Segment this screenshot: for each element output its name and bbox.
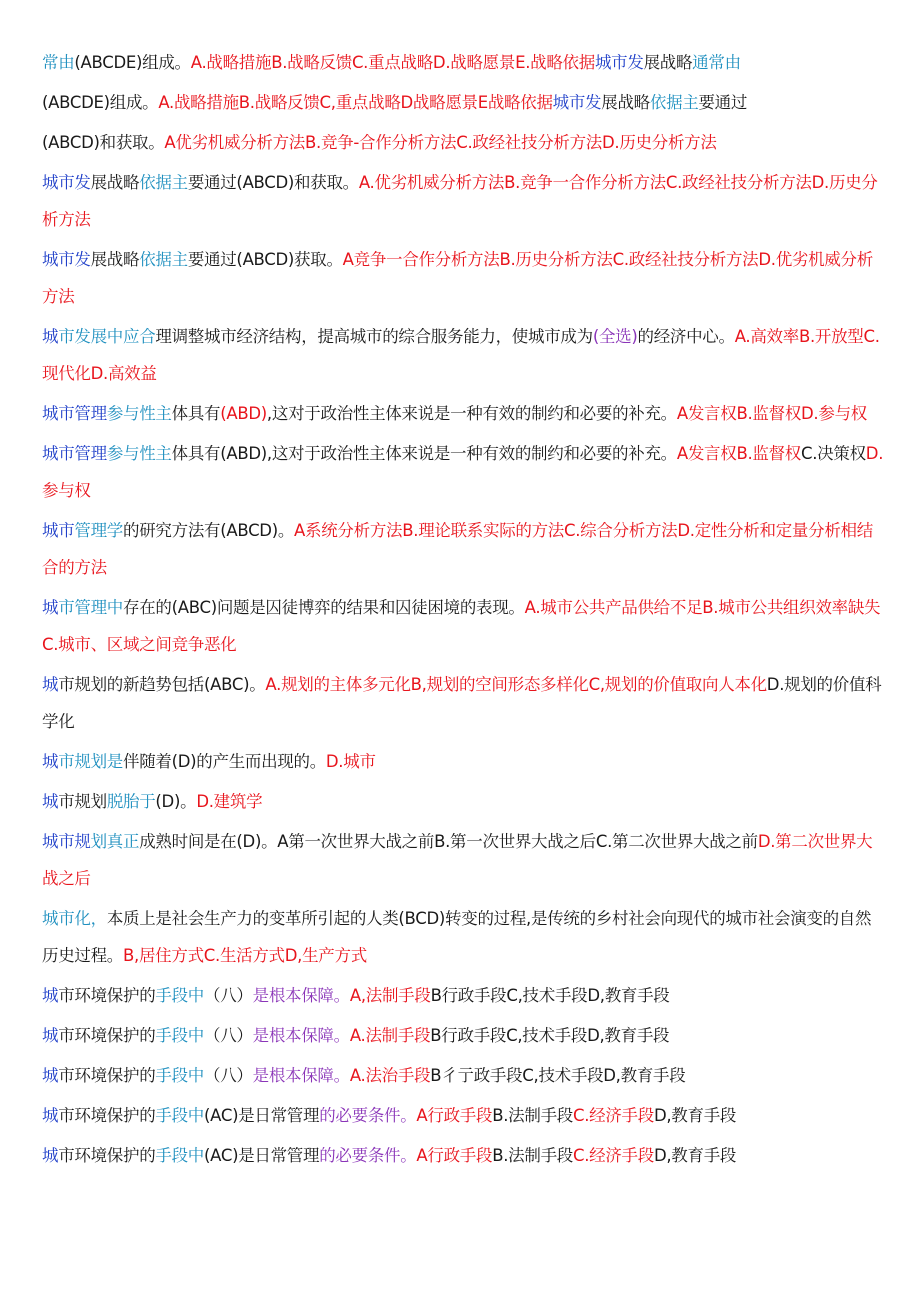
text-segment: 是根本保障。 xyxy=(252,986,350,1005)
text-segment: A.优劣机威分析方法B.竞争一合作分析方法C.政经社技分析方法D.历史分析方法 xyxy=(42,173,878,229)
text-segment: 城市 xyxy=(42,521,75,540)
question-entry xyxy=(42,666,884,740)
text-segment: 体具有 xyxy=(171,404,221,423)
text-segment: 的必要条件。 xyxy=(319,1146,417,1165)
text-segment: 的经济中心。 xyxy=(637,327,735,346)
text-segment: 脱胎于 xyxy=(106,792,156,811)
text-segment: A行政手段 xyxy=(416,1106,493,1125)
text-segment: (ABCDE)组成。 xyxy=(42,93,159,112)
text-segment: 城市化， xyxy=(42,909,107,928)
text-segment: 城市发 xyxy=(42,250,91,269)
text-segment: （八） xyxy=(204,986,253,1005)
text-segment: 城 xyxy=(42,986,59,1005)
text-segment: 手段中 xyxy=(155,1026,205,1045)
question-entry xyxy=(42,84,884,121)
text-segment: 本质上是社会生产力的变革所引起的人类(BCD)转变的过程,是传统的乡村社会向现代的城市社会演变的自然历史过程。 xyxy=(42,909,872,965)
text-segment: 体具有(ABD),这对于政治性主体来说是一种有效的制约和必要的补充。 xyxy=(171,444,677,463)
text-segment: 市管理中 xyxy=(58,598,124,617)
question-entry xyxy=(42,241,884,315)
text-segment: C.决策权 xyxy=(801,444,866,463)
question-entry xyxy=(42,435,884,509)
text-segment: B.法制手段 xyxy=(492,1146,573,1165)
text-segment: 要通过(ABCD)和获取。 xyxy=(187,173,359,192)
question-entry xyxy=(42,1137,884,1174)
document-page xyxy=(42,44,884,1177)
text-segment: D.规划的价值科学化 xyxy=(42,675,882,731)
text-segment: ,这对于政治性主体来说是一种有效的制约和必要的补充。 xyxy=(266,404,677,423)
text-segment: 参与性主 xyxy=(106,404,172,423)
question-entry xyxy=(42,1057,884,1094)
text-segment: 市发展中应合 xyxy=(58,327,156,346)
text-segment: 参与性主 xyxy=(106,444,172,463)
question-entry xyxy=(42,977,884,1014)
text-segment: A.城市公共产品供给不足B.城市公共组织效率缺失C.城市、区域之间竞争恶化 xyxy=(42,598,881,654)
text-segment: (ABCDE)组成。 xyxy=(74,53,191,72)
text-segment: 依据主 xyxy=(649,93,699,112)
text-segment: 城 xyxy=(42,1026,59,1045)
text-segment: 手段中 xyxy=(155,986,205,1005)
question-entry xyxy=(42,783,884,820)
text-segment: A竞争一合作分析方法B.历史分析方法C.政经社技分析方法D.优劣机威分析方法 xyxy=(42,250,873,306)
text-segment: (ABD) xyxy=(220,404,267,423)
text-segment: 手段中 xyxy=(155,1106,205,1125)
text-segment: 要通过(ABCD)获取。 xyxy=(187,250,343,269)
text-segment: 市规划 xyxy=(58,792,107,811)
question-entry xyxy=(42,823,884,897)
text-segment: 市环境保护的 xyxy=(58,1106,156,1125)
text-segment: D.建筑学 xyxy=(196,792,263,811)
text-segment: 城 xyxy=(42,752,59,771)
text-segment: A.战略措施B.战略反馈C,重点战略D战略愿景E战略依据 xyxy=(158,93,553,112)
text-segment: 市环境保护的 xyxy=(58,1146,156,1165)
text-segment: 常由 xyxy=(42,53,75,72)
text-segment: (D)。 xyxy=(155,792,197,811)
text-segment: 展战略 xyxy=(643,53,693,72)
text-segment: 划真正 xyxy=(90,832,140,851)
text-segment: A.战略措施B.战略反馈C.重点战略D.战略愿景E.战略依据 xyxy=(190,53,595,72)
text-segment: 要通过 xyxy=(698,93,748,112)
text-segment: 城市发 xyxy=(552,93,602,112)
text-segment: 是根本保障。 xyxy=(252,1026,350,1045)
text-segment: 理调整城市经济结构，提高城市的综合服务能力，使城市成为 xyxy=(155,327,593,346)
text-segment: （八） xyxy=(204,1066,253,1085)
text-segment: 展战略 xyxy=(90,173,140,192)
text-segment: 市环境保护的 xyxy=(58,986,156,1005)
text-segment: A,法制手段 xyxy=(349,986,431,1005)
question-entry xyxy=(42,512,884,586)
text-segment: C.经济手段 xyxy=(572,1106,654,1125)
text-segment: 城 xyxy=(42,327,59,346)
question-entry xyxy=(42,164,884,238)
text-segment: A.法制手段 xyxy=(349,1026,431,1045)
text-segment: 市规划是 xyxy=(58,752,124,771)
question-entry xyxy=(42,1097,884,1134)
text-segment: D.城市 xyxy=(325,752,376,771)
text-segment: 市规划的新趋势包括(ABC)。 xyxy=(58,675,266,694)
text-segment: 手段中 xyxy=(155,1146,205,1165)
text-segment: 通常由 xyxy=(692,53,741,72)
text-segment: (ABCD)和获取。 xyxy=(42,133,165,152)
text-segment: (AC)是日常管理 xyxy=(204,1146,320,1165)
question-entry xyxy=(42,318,884,392)
text-segment: D,教育手段 xyxy=(653,1106,737,1125)
text-segment: 展战略 xyxy=(601,93,650,112)
text-segment: 城 xyxy=(42,1146,59,1165)
question-entry xyxy=(42,900,884,974)
text-segment: A.规划的主体多元化B,规划的空间形态多样化C,规划的价值取向人本化 xyxy=(265,675,767,694)
text-segment: 的研究方法有(ABCD)。 xyxy=(123,521,295,540)
text-segment: 城市发 xyxy=(42,173,91,192)
question-entry xyxy=(42,124,884,161)
text-segment: D.参与权 xyxy=(42,444,884,500)
text-segment: 展战略 xyxy=(90,250,140,269)
text-segment: 城市管理 xyxy=(42,444,107,463)
text-segment: 城 xyxy=(42,1106,59,1125)
text-segment: 城市发 xyxy=(594,53,644,72)
text-segment: 依据主 xyxy=(139,250,188,269)
text-segment: D,教育手段 xyxy=(653,1146,737,1165)
text-segment: D.第二次世界大战之后 xyxy=(42,832,873,888)
text-segment: A发言权B.监督权D.参与权 xyxy=(676,404,867,423)
text-segment: B,居住方式C.生活方式D,生产方式 xyxy=(123,946,367,965)
text-segment: 城 xyxy=(42,598,59,617)
text-segment: 市环境保护的 xyxy=(58,1066,156,1085)
question-entry xyxy=(42,44,884,81)
text-segment: C.经济手段 xyxy=(572,1146,654,1165)
text-segment: A系统分析方法B.理论联系实际的方法C.综合分析方法D.定性分析和定量分析相结合的方法 xyxy=(42,521,873,577)
text-segment: B行政手段C,技术手段D,教育手段 xyxy=(430,1026,670,1045)
text-segment: (全选) xyxy=(592,327,638,346)
question-entry xyxy=(42,743,884,780)
text-segment: (AC)是日常管理 xyxy=(204,1106,320,1125)
text-segment: 的必要条件。 xyxy=(319,1106,417,1125)
text-segment: 城 xyxy=(42,792,59,811)
text-segment: 存在的(ABC)问题是囚徒博弈的结果和囚徒困境的表现。 xyxy=(123,598,525,617)
text-segment: B彳亍政手段C,技术手段D,教育手段 xyxy=(430,1066,686,1085)
text-segment: 伴随着(D)的产生而出现的。 xyxy=(123,752,326,771)
text-segment: 依据主 xyxy=(139,173,188,192)
question-entry xyxy=(42,395,884,432)
text-segment: A行政手段 xyxy=(416,1146,493,1165)
text-segment: 成熟时间是在(D)。A第一次世界大战之前B.第一次世界大战之后C.第二次世界大战之前 xyxy=(139,832,758,851)
text-segment: A.法治手段 xyxy=(349,1066,431,1085)
text-segment: 城 xyxy=(42,1066,59,1085)
text-segment: 管理学 xyxy=(74,521,124,540)
text-segment: B.法制手段 xyxy=(492,1106,573,1125)
text-segment: 市环境保护的 xyxy=(58,1026,156,1045)
text-segment: 城市规 xyxy=(42,832,91,851)
text-segment: 是根本保障。 xyxy=(252,1066,350,1085)
text-segment: 城市管理 xyxy=(42,404,107,423)
text-segment: 手段中 xyxy=(155,1066,205,1085)
text-segment: A优劣机威分析方法B.竞争-合作分析方法C.政经社技分析方法D.历史分析方法 xyxy=(164,133,717,152)
text-segment: B行政手段C,技术手段D,教育手段 xyxy=(430,986,670,1005)
text-segment: A发言权B.监督权 xyxy=(676,444,802,463)
text-segment: 城 xyxy=(42,675,59,694)
text-segment: （八） xyxy=(204,1026,253,1045)
question-entry xyxy=(42,1017,884,1054)
text-segment: A.高效率B.开放型C.现代化D.高效益 xyxy=(42,327,880,383)
question-entry xyxy=(42,589,884,663)
